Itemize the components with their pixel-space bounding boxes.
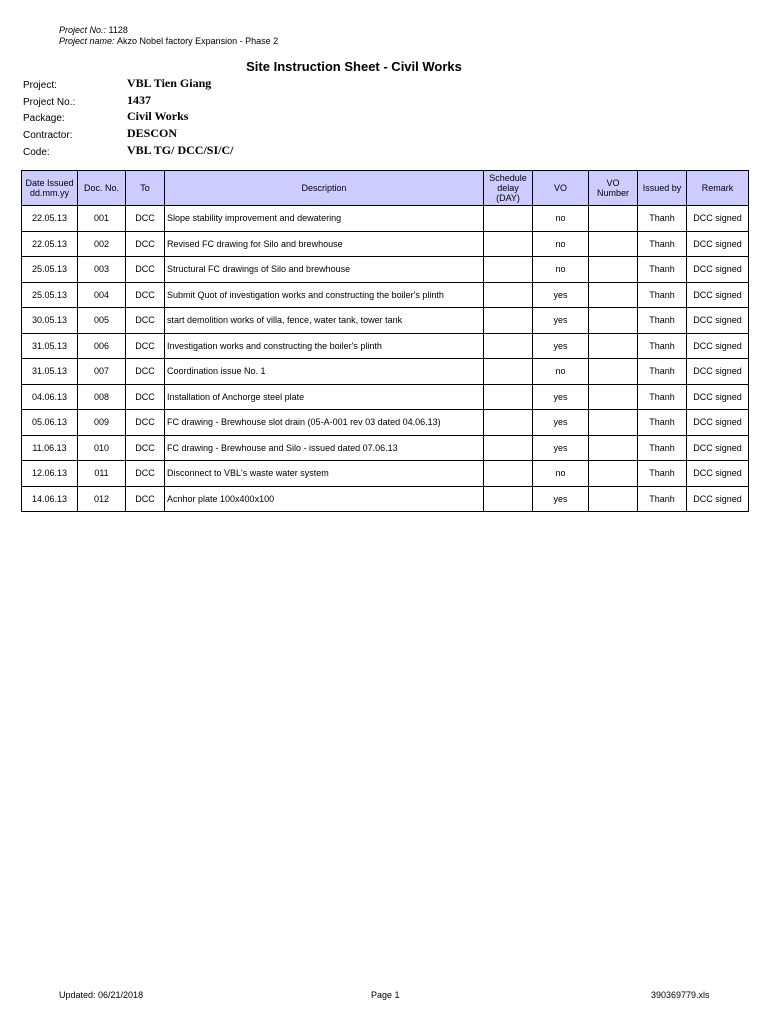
cell-vo-number: [589, 410, 638, 436]
cell-vo-number: [589, 435, 638, 461]
cell-description: start demolition works of villa, fence, water tank, tower tank: [165, 308, 484, 334]
cell-date: 22.05.13: [22, 206, 78, 232]
cell-doc-no: 001: [78, 206, 126, 232]
column-header-issued-by: Issued by: [638, 171, 687, 206]
cell-to: DCC: [126, 308, 165, 334]
instruction-table: [21, 170, 749, 512]
column-header-date: Date Issued dd.mm.yy: [22, 171, 78, 206]
cell-remark: DCC signed: [687, 282, 749, 308]
cell-doc-no: 009: [78, 410, 126, 436]
cell-vo: yes: [533, 410, 589, 436]
cell-schedule-delay: [484, 461, 533, 487]
cell-vo: yes: [533, 282, 589, 308]
cell-vo: yes: [533, 384, 589, 410]
footer-page-number: Page 1: [371, 990, 400, 1000]
info-value-project: VBL Tien Giang: [127, 76, 212, 90]
cell-vo-number: [589, 384, 638, 410]
cell-doc-no: 003: [78, 257, 126, 283]
cell-doc-no: 007: [78, 359, 126, 385]
cell-description: FC drawing - Brewhouse and Silo - issued dated 07.06.13: [165, 435, 484, 461]
cell-vo-number: [589, 308, 638, 334]
cell-issued-by: Thanh: [638, 333, 687, 359]
table-row: [22, 257, 749, 283]
cell-remark: DCC signed: [687, 359, 749, 385]
cell-description: Installation of Anchorge steel plate: [165, 384, 484, 410]
cell-remark: DCC signed: [687, 333, 749, 359]
cell-issued-by: Thanh: [638, 486, 687, 512]
cell-vo: yes: [533, 435, 589, 461]
cell-schedule-delay: [484, 410, 533, 436]
page-title: Site Instruction Sheet - Civil Works: [246, 59, 462, 74]
table-row: [22, 486, 749, 512]
cell-to: DCC: [126, 257, 165, 283]
cell-date: 22.05.13: [22, 231, 78, 257]
cell-remark: DCC signed: [687, 435, 749, 461]
column-header-doc-no: Doc. No.: [78, 171, 126, 206]
cell-doc-no: 008: [78, 384, 126, 410]
cell-description: FC drawing - Brewhouse slot drain (05-A-001 rev 03 dated 04.06.13): [165, 410, 484, 436]
cell-remark: DCC signed: [687, 257, 749, 283]
header-project-no-label: Project No.:: [59, 25, 107, 35]
cell-issued-by: Thanh: [638, 384, 687, 410]
table-row: [22, 282, 749, 308]
cell-date: 14.06.13: [22, 486, 78, 512]
info-label-code: Code:: [23, 147, 50, 158]
cell-date: 31.05.13: [22, 333, 78, 359]
cell-to: DCC: [126, 435, 165, 461]
cell-remark: DCC signed: [687, 308, 749, 334]
cell-schedule-delay: [484, 333, 533, 359]
cell-issued-by: Thanh: [638, 410, 687, 436]
table-header-row: [22, 171, 749, 206]
cell-vo-number: [589, 486, 638, 512]
cell-vo: yes: [533, 333, 589, 359]
cell-vo-number: [589, 206, 638, 232]
cell-to: DCC: [126, 333, 165, 359]
cell-to: DCC: [126, 384, 165, 410]
cell-schedule-delay: [484, 435, 533, 461]
header-project-name-label: Project name:: [59, 36, 115, 46]
table-row: [22, 435, 749, 461]
cell-issued-by: Thanh: [638, 461, 687, 487]
cell-to: DCC: [126, 206, 165, 232]
table-row: [22, 333, 749, 359]
cell-doc-no: 011: [78, 461, 126, 487]
cell-remark: DCC signed: [687, 384, 749, 410]
cell-schedule-delay: [484, 308, 533, 334]
cell-doc-no: 012: [78, 486, 126, 512]
info-value-contractor: DESCON: [127, 126, 178, 140]
cell-date: 12.06.13: [22, 461, 78, 487]
cell-vo-number: [589, 282, 638, 308]
cell-description: Structural FC drawings of Silo and brewhouse: [165, 257, 484, 283]
footer-filename: 390369779.xls: [651, 990, 710, 1000]
cell-remark: DCC signed: [687, 231, 749, 257]
cell-schedule-delay: [484, 359, 533, 385]
cell-doc-no: 002: [78, 231, 126, 257]
cell-to: DCC: [126, 359, 165, 385]
column-header-schedule-delay: Schedule delay (DAY): [484, 171, 533, 206]
info-label-contractor: Contractor:: [23, 130, 73, 141]
footer-updated: Updated: 06/21/2018: [59, 990, 144, 1000]
cell-vo-number: [589, 231, 638, 257]
info-value-project-no: 1437: [127, 93, 151, 107]
cell-doc-no: 005: [78, 308, 126, 334]
cell-doc-no: 004: [78, 282, 126, 308]
cell-description: Slope stability improvement and dewatering: [165, 206, 484, 232]
cell-to: DCC: [126, 410, 165, 436]
info-value-code: VBL TG/ DCC/SI/C/: [127, 143, 234, 157]
cell-remark: DCC signed: [687, 486, 749, 512]
cell-date: 25.05.13: [22, 282, 78, 308]
cell-date: 05.06.13: [22, 410, 78, 436]
cell-vo-number: [589, 333, 638, 359]
table-row: [22, 359, 749, 385]
table-row: [22, 231, 749, 257]
cell-issued-by: Thanh: [638, 231, 687, 257]
cell-description: Acnhor plate 100x400x100: [165, 486, 484, 512]
cell-schedule-delay: [484, 231, 533, 257]
cell-schedule-delay: [484, 282, 533, 308]
cell-remark: DCC signed: [687, 410, 749, 436]
cell-to: DCC: [126, 486, 165, 512]
cell-vo-number: [589, 359, 638, 385]
cell-schedule-delay: [484, 486, 533, 512]
cell-issued-by: Thanh: [638, 257, 687, 283]
cell-issued-by: Thanh: [638, 435, 687, 461]
cell-description: Disconnect to VBL's waste water system: [165, 461, 484, 487]
column-header-vo: VO: [533, 171, 589, 206]
cell-date: 25.05.13: [22, 257, 78, 283]
info-label-package: Package:: [23, 113, 65, 124]
cell-description: Submit Quot of investigation works and constructing the boiler's plinth: [165, 282, 484, 308]
cell-date: 11.06.13: [22, 435, 78, 461]
table-row: [22, 384, 749, 410]
cell-to: DCC: [126, 231, 165, 257]
column-header-to: To: [126, 171, 165, 206]
cell-description: Investigation works and constructing the boiler's plinth: [165, 333, 484, 359]
cell-vo: no: [533, 359, 589, 385]
info-label-project-no: Project No.:: [23, 97, 76, 108]
info-value-package: Civil Works: [127, 109, 189, 123]
cell-issued-by: Thanh: [638, 206, 687, 232]
table-row: [22, 206, 749, 232]
column-header-vo-number: VO Number: [589, 171, 638, 206]
cell-to: DCC: [126, 282, 165, 308]
cell-schedule-delay: [484, 257, 533, 283]
cell-issued-by: Thanh: [638, 282, 687, 308]
cell-vo: yes: [533, 486, 589, 512]
cell-vo: yes: [533, 308, 589, 334]
cell-to: DCC: [126, 461, 165, 487]
cell-vo: no: [533, 231, 589, 257]
table-row: [22, 308, 749, 334]
cell-date: 04.06.13: [22, 384, 78, 410]
table-row: [22, 461, 749, 487]
cell-date: 31.05.13: [22, 359, 78, 385]
cell-schedule-delay: [484, 384, 533, 410]
cell-description: Coordination issue No. 1: [165, 359, 484, 385]
cell-schedule-delay: [484, 206, 533, 232]
header-project-name: [59, 36, 278, 46]
cell-vo-number: [589, 461, 638, 487]
column-header-remark: Remark: [687, 171, 749, 206]
header-project-name-value: Akzo Nobel factory Expansion - Phase 2: [117, 36, 279, 46]
cell-description: Revised FC drawing for Silo and brewhouse: [165, 231, 484, 257]
cell-date: 30.05.13: [22, 308, 78, 334]
cell-doc-no: 006: [78, 333, 126, 359]
cell-vo: no: [533, 206, 589, 232]
cell-issued-by: Thanh: [638, 359, 687, 385]
cell-doc-no: 010: [78, 435, 126, 461]
info-label-project: Project:: [23, 80, 57, 91]
cell-vo: no: [533, 257, 589, 283]
cell-issued-by: Thanh: [638, 308, 687, 334]
cell-vo: no: [533, 461, 589, 487]
header-project-no-value: 1128: [108, 25, 128, 35]
cell-remark: DCC signed: [687, 206, 749, 232]
header-project-no: [59, 25, 128, 35]
cell-vo-number: [589, 257, 638, 283]
cell-remark: DCC signed: [687, 461, 749, 487]
table-row: [22, 410, 749, 436]
column-header-description: Description: [165, 171, 484, 206]
